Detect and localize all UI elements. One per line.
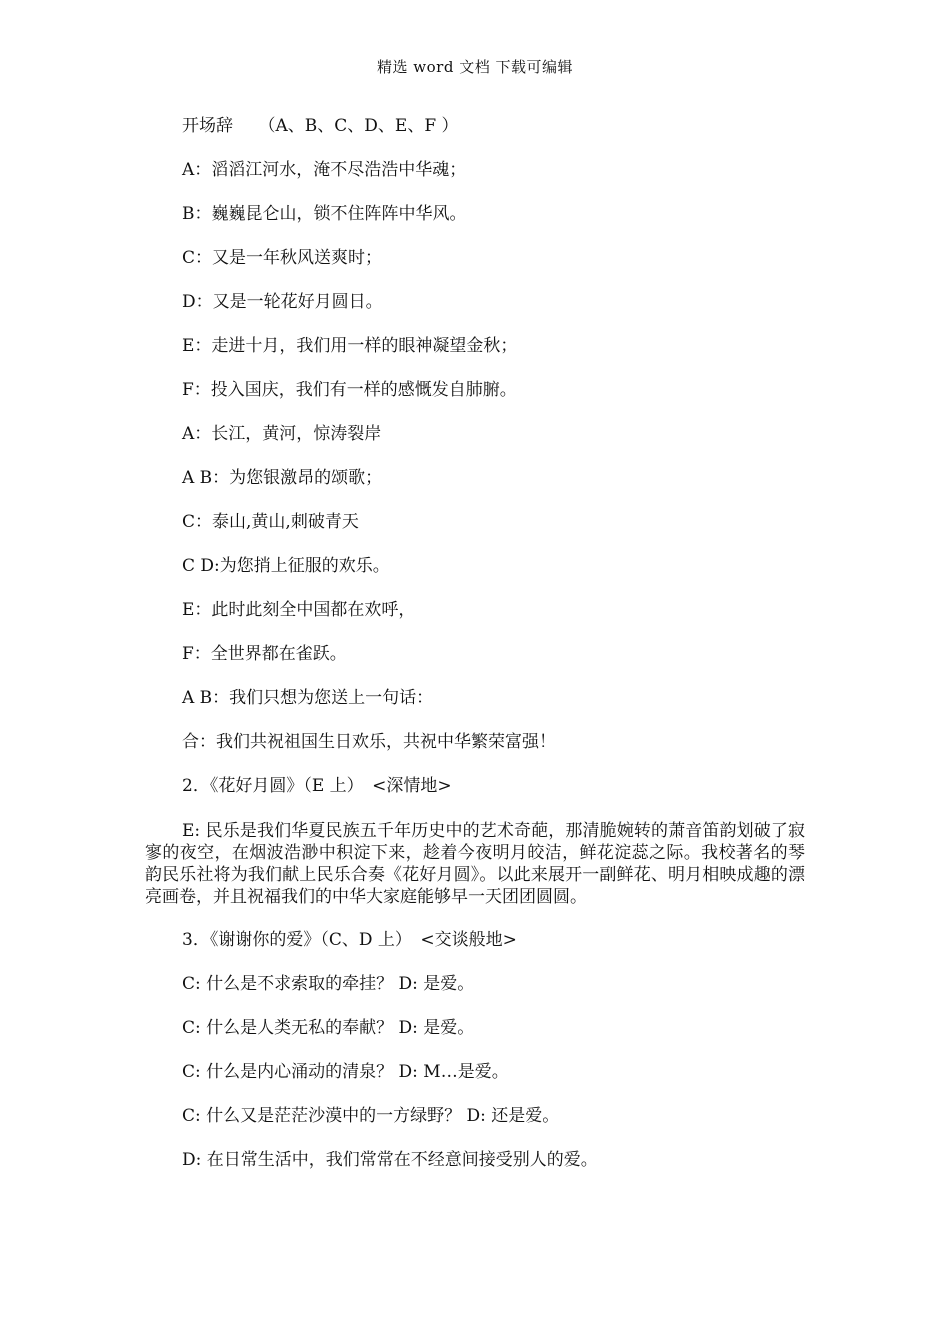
text-line: C：泰山,黄山,刺破青天 bbox=[182, 512, 359, 532]
text-line: 开场辞 （A、B、C、D、E、F ） bbox=[182, 116, 459, 136]
text-line: D: 在日常生活中，我们常常在不经意间接受别人的爱。 bbox=[182, 1150, 598, 1170]
narration-paragraph: E: 民乐是我们华夏民族五千年历史中的艺术奇葩，那清脆婉转的萧音笛韵划破了寂寥的夜空，在烟波浩渺中积淀下来，趁着今夜明月皎洁，鲜花淀蕊之际。我校著名的琴韵民乐社将为我们献上民乐合奏《花好月圆》。以此来展开一副鲜花、明月相映成趣的漂亮画卷，并且祝福我们的中华大家庭能够早一天团团圆圆。 bbox=[145, 821, 805, 907]
text-line: C: 什么是人类无私的奉献？ D: 是爱。 bbox=[182, 1018, 475, 1038]
text-line: B：巍巍昆仑山，锁不住阵阵中华风。 bbox=[182, 204, 467, 224]
text-line: C D:为您捎上征服的欢乐。 bbox=[182, 556, 390, 576]
text-line: 合：我们共祝祖国生日欢乐，共祝中华繁荣富强！ bbox=[182, 732, 556, 752]
text-line: A：长江，黄河，惊涛裂岸 bbox=[182, 424, 382, 444]
text-line: C: 什么是不求索取的牵挂？ D: 是爱。 bbox=[182, 974, 475, 994]
document-body bbox=[145, 112, 805, 1190]
text-line: E：走进十月，我们用一样的眼神凝望金秋； bbox=[182, 336, 518, 356]
text-line: D：又是一轮花好月圆日。 bbox=[182, 292, 383, 312]
text-line: F：投入国庆，我们有一样的感慨发自肺腑。 bbox=[182, 380, 517, 400]
text-line: A：滔滔江河水，淹不尽浩浩中华魂； bbox=[182, 160, 467, 180]
page-header: 精选 word 文档 下载可编辑 bbox=[377, 58, 573, 76]
text-line: A B：为您银激昂的颂歌； bbox=[182, 468, 383, 488]
section-heading: 2．《花好月圆》（E 上） <深情地> bbox=[182, 776, 452, 796]
text-line: E：此时此刻全中国都在欢呼， bbox=[182, 600, 416, 620]
text-line: F：全世界都在雀跃。 bbox=[182, 644, 347, 664]
section-heading: 3．《谢谢你的爱》（C、D 上） <交谈般地> bbox=[182, 930, 517, 950]
text-line: C: 什么是内心涌动的清泉？ D: M…是爱。 bbox=[182, 1062, 509, 1082]
text-line: A B：我们只想为您送上一句话： bbox=[182, 688, 434, 708]
text-line: C: 什么又是茫茫沙漠中的一方绿野？ D: 还是爱。 bbox=[182, 1106, 560, 1126]
text-line: C：又是一年秋风送爽时； bbox=[182, 248, 383, 268]
